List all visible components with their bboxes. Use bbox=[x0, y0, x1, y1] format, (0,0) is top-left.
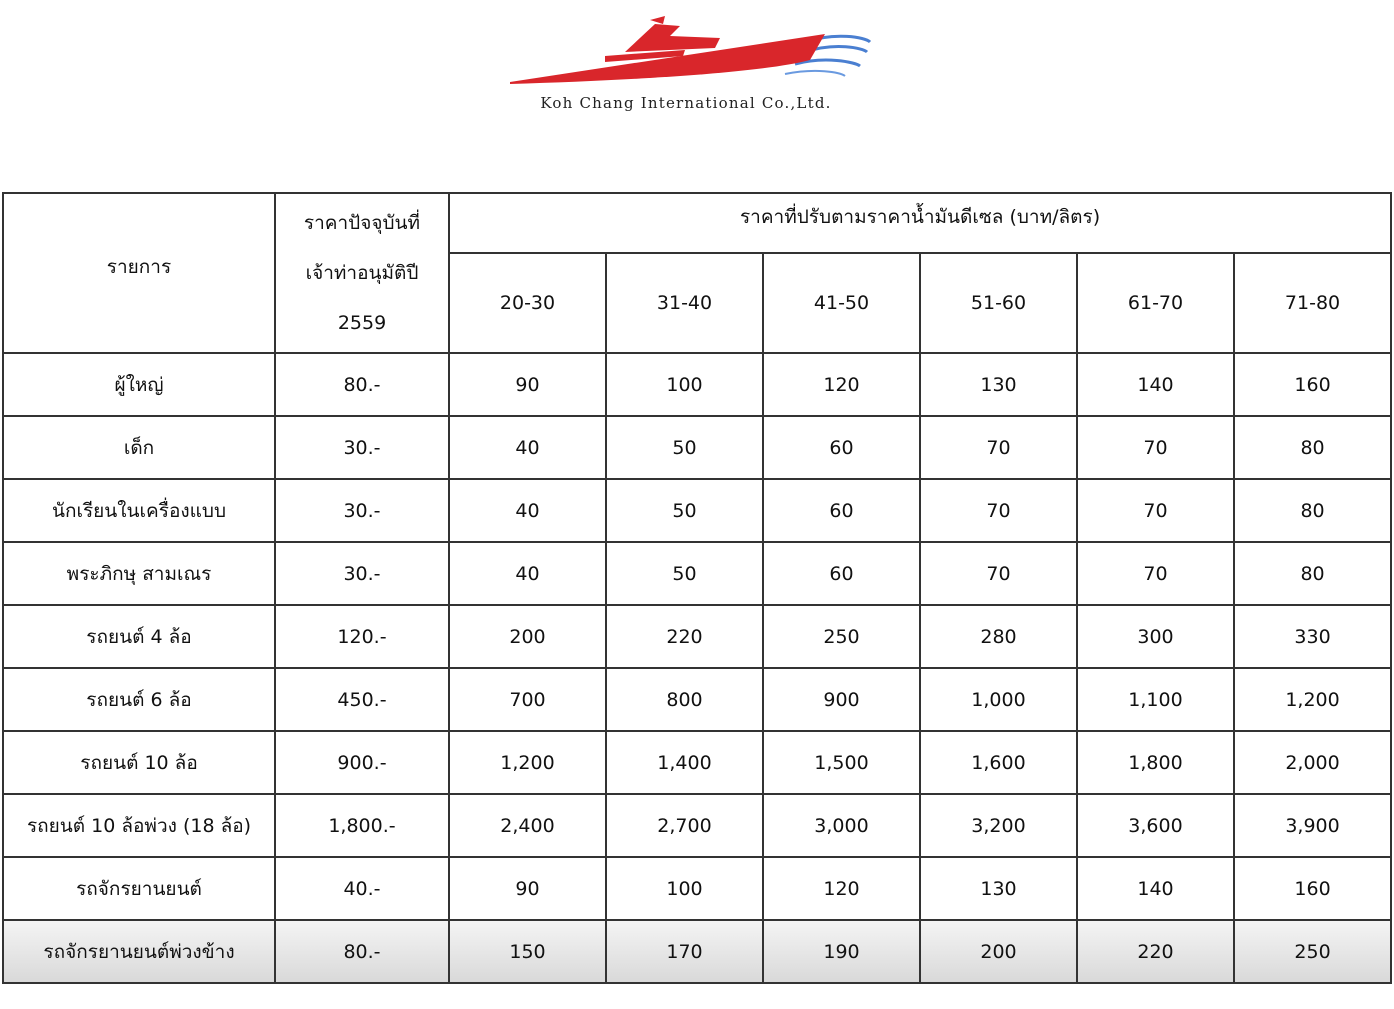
tier-price-cell: 40 bbox=[449, 542, 606, 605]
tier-price-cell: 330 bbox=[1234, 605, 1391, 668]
table-row bbox=[3, 605, 1391, 668]
current-price-header-line: ราคาปัจจุบันที่ bbox=[303, 212, 421, 234]
current-price-header-line: เจ้าท่าอนุมัติปี bbox=[305, 262, 419, 284]
table-row bbox=[3, 920, 1391, 983]
tier-price-cell: 100 bbox=[606, 353, 763, 416]
current-price-cell: 120.- bbox=[275, 605, 449, 668]
item-name-cell: เด็ก bbox=[3, 416, 275, 479]
tier-price-cell: 40 bbox=[449, 479, 606, 542]
table-row bbox=[3, 542, 1391, 605]
tier-price-cell: 70 bbox=[920, 479, 1077, 542]
tier-price-cell: 80 bbox=[1234, 542, 1391, 605]
current-price-cell: 30.- bbox=[275, 542, 449, 605]
item-name-cell: พระภิกษุ สามเณร bbox=[3, 542, 275, 605]
tier-price-cell: 250 bbox=[1234, 920, 1391, 983]
tier-price-cell: 100 bbox=[606, 857, 763, 920]
tier-price-cell: 200 bbox=[920, 920, 1077, 983]
tier-price-cell: 50 bbox=[606, 416, 763, 479]
item-name-cell: รถยนต์ 4 ล้อ bbox=[3, 605, 275, 668]
current-price-cell: 40.- bbox=[275, 857, 449, 920]
tier-price-cell: 250 bbox=[763, 605, 920, 668]
tier-price-cell: 190 bbox=[763, 920, 920, 983]
fare-table bbox=[2, 192, 1392, 984]
table-row bbox=[3, 794, 1391, 857]
item-name-cell: รถยนต์ 6 ล้อ bbox=[3, 668, 275, 731]
tier-price-cell: 50 bbox=[606, 542, 763, 605]
ship-logo-icon bbox=[505, 12, 875, 96]
tier-price-cell: 280 bbox=[920, 605, 1077, 668]
tier-price-cell: 70 bbox=[920, 542, 1077, 605]
current-price-cell: 900.- bbox=[275, 731, 449, 794]
tier-price-cell: 2,400 bbox=[449, 794, 606, 857]
tier-price-cell: 140 bbox=[1077, 353, 1234, 416]
tier-price-cell: 1,500 bbox=[763, 731, 920, 794]
current-price-cell: 30.- bbox=[275, 479, 449, 542]
current-price-cell: 450.- bbox=[275, 668, 449, 731]
tier-price-cell: 70 bbox=[1077, 542, 1234, 605]
table-row bbox=[3, 857, 1391, 920]
tier-price-cell: 170 bbox=[606, 920, 763, 983]
tier-price-cell: 160 bbox=[1234, 353, 1391, 416]
tier-price-cell: 3,600 bbox=[1077, 794, 1234, 857]
current-price-cell: 80.- bbox=[275, 920, 449, 983]
tier-price-cell: 60 bbox=[763, 479, 920, 542]
tier-price-cell: 700 bbox=[449, 668, 606, 731]
table-row bbox=[3, 353, 1391, 416]
tier-price-cell: 160 bbox=[1234, 857, 1391, 920]
current-price-cell: 80.- bbox=[275, 353, 449, 416]
tier-price-cell: 50 bbox=[606, 479, 763, 542]
tier-price-cell: 150 bbox=[449, 920, 606, 983]
tier-price-cell: 1,200 bbox=[449, 731, 606, 794]
tier-price-cell: 1,000 bbox=[920, 668, 1077, 731]
current-price-column-header bbox=[275, 193, 449, 353]
company-logo bbox=[505, 12, 875, 122]
current-price-cell: 1,800.- bbox=[275, 794, 449, 857]
tier-price-cell: 1,400 bbox=[606, 731, 763, 794]
tier-price-cell: 800 bbox=[606, 668, 763, 731]
tier-price-cell: 220 bbox=[1077, 920, 1234, 983]
table-row bbox=[3, 479, 1391, 542]
tier-price-cell: 40 bbox=[449, 416, 606, 479]
tier-header: 20-30 bbox=[449, 253, 606, 353]
tier-header: 31-40 bbox=[606, 253, 763, 353]
tier-price-cell: 2,700 bbox=[606, 794, 763, 857]
tier-price-cell: 130 bbox=[920, 857, 1077, 920]
item-name-cell: รถยนต์ 10 ล้อ bbox=[3, 731, 275, 794]
tier-price-cell: 140 bbox=[1077, 857, 1234, 920]
table-row bbox=[3, 668, 1391, 731]
tier-price-cell: 130 bbox=[920, 353, 1077, 416]
item-name-cell: นักเรียนในเครื่องแบบ bbox=[3, 479, 275, 542]
tier-price-cell: 2,000 bbox=[1234, 731, 1391, 794]
current-price-cell: 30.- bbox=[275, 416, 449, 479]
item-name-cell: ผู้ใหญ่ bbox=[3, 353, 275, 416]
tier-price-cell: 70 bbox=[1077, 479, 1234, 542]
current-price-header-line: 2559 bbox=[337, 312, 387, 334]
company-name: Koh Chang International Co.,Ltd. bbox=[540, 94, 832, 112]
tier-price-cell: 70 bbox=[1077, 416, 1234, 479]
tier-header: 41-50 bbox=[763, 253, 920, 353]
tier-header: 71-80 bbox=[1234, 253, 1391, 353]
tier-price-cell: 220 bbox=[606, 605, 763, 668]
tier-price-cell: 200 bbox=[449, 605, 606, 668]
tier-header: 51-60 bbox=[920, 253, 1077, 353]
item-column-header: รายการ bbox=[3, 193, 275, 353]
adjusted-price-group-header: ราคาที่ปรับตามราคาน้ำมันดีเซล (บาท/ลิตร) bbox=[449, 193, 1391, 253]
tier-price-cell: 3,200 bbox=[920, 794, 1077, 857]
tier-price-cell: 900 bbox=[763, 668, 920, 731]
tier-price-cell: 80 bbox=[1234, 416, 1391, 479]
tier-header: 61-70 bbox=[1077, 253, 1234, 353]
tier-price-cell: 120 bbox=[763, 857, 920, 920]
table-row bbox=[3, 416, 1391, 479]
tier-price-cell: 3,000 bbox=[763, 794, 920, 857]
tier-price-cell: 90 bbox=[449, 353, 606, 416]
tier-price-cell: 3,900 bbox=[1234, 794, 1391, 857]
item-name-cell: รถยนต์ 10 ล้อพ่วง (18 ล้อ) bbox=[3, 794, 275, 857]
tier-price-cell: 1,600 bbox=[920, 731, 1077, 794]
item-name-cell: รถจักรยานยนต์พ่วงข้าง bbox=[3, 920, 275, 983]
table-row bbox=[3, 731, 1391, 794]
tier-price-cell: 70 bbox=[920, 416, 1077, 479]
tier-price-cell: 1,200 bbox=[1234, 668, 1391, 731]
tier-price-cell: 60 bbox=[763, 542, 920, 605]
tier-price-cell: 1,800 bbox=[1077, 731, 1234, 794]
item-name-cell: รถจักรยานยนต์ bbox=[3, 857, 275, 920]
header-row bbox=[3, 193, 1391, 253]
tier-price-cell: 300 bbox=[1077, 605, 1234, 668]
tier-price-cell: 60 bbox=[763, 416, 920, 479]
tier-price-cell: 80 bbox=[1234, 479, 1391, 542]
tier-price-cell: 90 bbox=[449, 857, 606, 920]
tier-price-cell: 1,100 bbox=[1077, 668, 1234, 731]
tier-price-cell: 120 bbox=[763, 353, 920, 416]
